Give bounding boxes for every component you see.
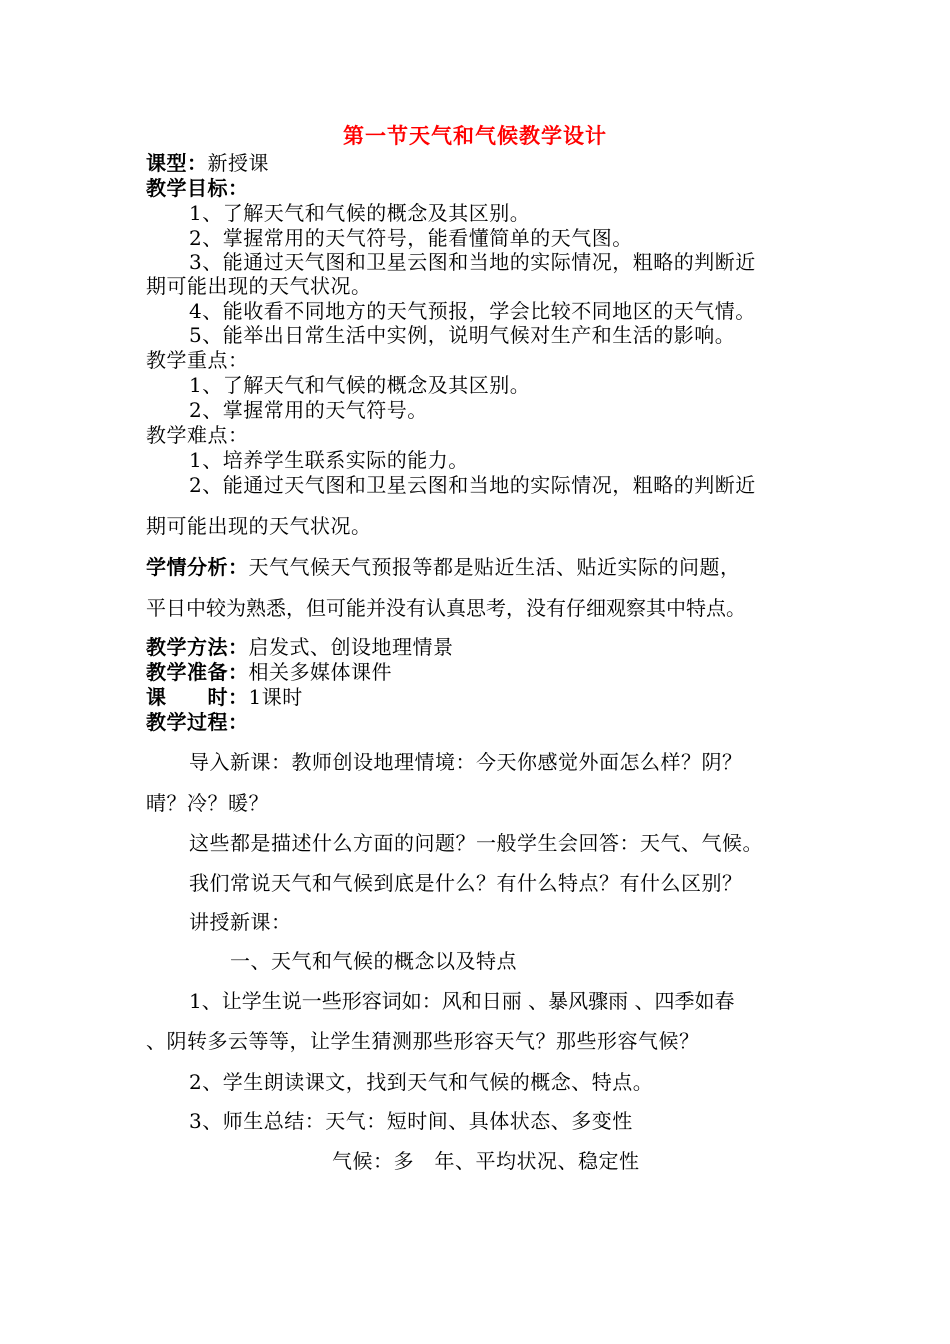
key-point-item: 1、了解天气和气候的概念及其区别。 xyxy=(189,373,531,397)
course-type-value: 新授课 xyxy=(207,151,269,175)
key-point-item: 2、掌握常用的天气符号。 xyxy=(189,398,428,422)
analysis-text-continued: 平日中较为熟悉，但可能并没有认真思考，没有仔细观察其中特点。 xyxy=(146,596,746,620)
process-line: 气候：多 年、平均状况、稳定性 xyxy=(332,1149,640,1173)
hours-value: 1课时 xyxy=(248,685,303,709)
difficulty-item: 1、培养学生联系实际的能力。 xyxy=(189,448,469,472)
preparation-value: 相关多媒体课件 xyxy=(248,660,392,684)
key-points-heading: 教学重点： xyxy=(146,348,249,372)
process-line: 我们常说天气和气候到底是什么？有什么特点？有什么区别？ xyxy=(189,871,743,895)
analysis-line xyxy=(146,554,741,580)
analysis-text: 天气气候天气预报等都是贴近生活、贴近实际的问题， xyxy=(248,555,741,579)
objective-item: 2、掌握常用的天气符号，能看懂简单的天气图。 xyxy=(189,226,633,250)
objective-item-continued: 期可能出现的天气状况。 xyxy=(146,274,372,298)
process-line: 导入新课：教师创设地理情境：今天你感觉外面怎么样？阴？ xyxy=(189,750,743,774)
process-line: 这些都是描述什么方面的问题？一般学生会回答：天气、气候。 xyxy=(189,831,763,855)
analysis-label: 学情分析： xyxy=(146,555,249,579)
objectives-heading: 教学目标： xyxy=(146,176,249,200)
difficulty-item-continued: 期可能出现的天气状况。 xyxy=(146,514,372,538)
hours-label: 课 时： xyxy=(146,685,249,709)
objective-item: 1、了解天气和气候的概念及其区别。 xyxy=(189,201,531,225)
objective-item: 3、能通过天气图和卫星云图和当地的实际情况，粗略的判断近 xyxy=(189,250,756,274)
preparation-line xyxy=(146,659,392,685)
difficulty-item: 2、能通过天气图和卫星云图和当地的实际情况，粗略的判断近 xyxy=(189,473,756,497)
difficulties-heading: 教学难点： xyxy=(146,423,249,447)
process-line: 1、让学生说一些形容词如：风和日丽 、暴风骤雨 、四季如春 xyxy=(189,989,735,1013)
method-label: 教学方法： xyxy=(146,635,249,659)
course-type-line xyxy=(146,150,269,176)
objective-item: 4、能收看不同地方的天气预报，学会比较不同地区的天气情。 xyxy=(189,299,756,323)
process-line: 2、学生朗读课文，找到天气和气候的概念、特点。 xyxy=(189,1070,654,1094)
process-line: 讲授新课： xyxy=(189,910,292,934)
section-heading: 一、天气和气候的概念以及特点 xyxy=(230,949,517,973)
document-title: 第一节天气和气候教学设计 xyxy=(343,123,607,148)
method-value: 启发式、创设地理情景 xyxy=(248,635,454,659)
process-line: 、阴转多云等等，让学生猜测那些形容天气？那些形容气候？ xyxy=(146,1029,700,1053)
course-type-label: 课型： xyxy=(146,151,208,175)
process-heading: 教学过程： xyxy=(146,710,249,734)
method-line xyxy=(146,634,454,660)
process-line: 晴？冷？暖？ xyxy=(146,791,269,815)
hours-line xyxy=(146,684,303,710)
objective-item: 5、能举出日常生活中实例，说明气候对生产和生活的影响。 xyxy=(189,323,736,347)
preparation-label: 教学准备： xyxy=(146,660,249,684)
process-line: 3、师生总结：天气：短时间、具体状态、多变性 xyxy=(189,1109,633,1133)
